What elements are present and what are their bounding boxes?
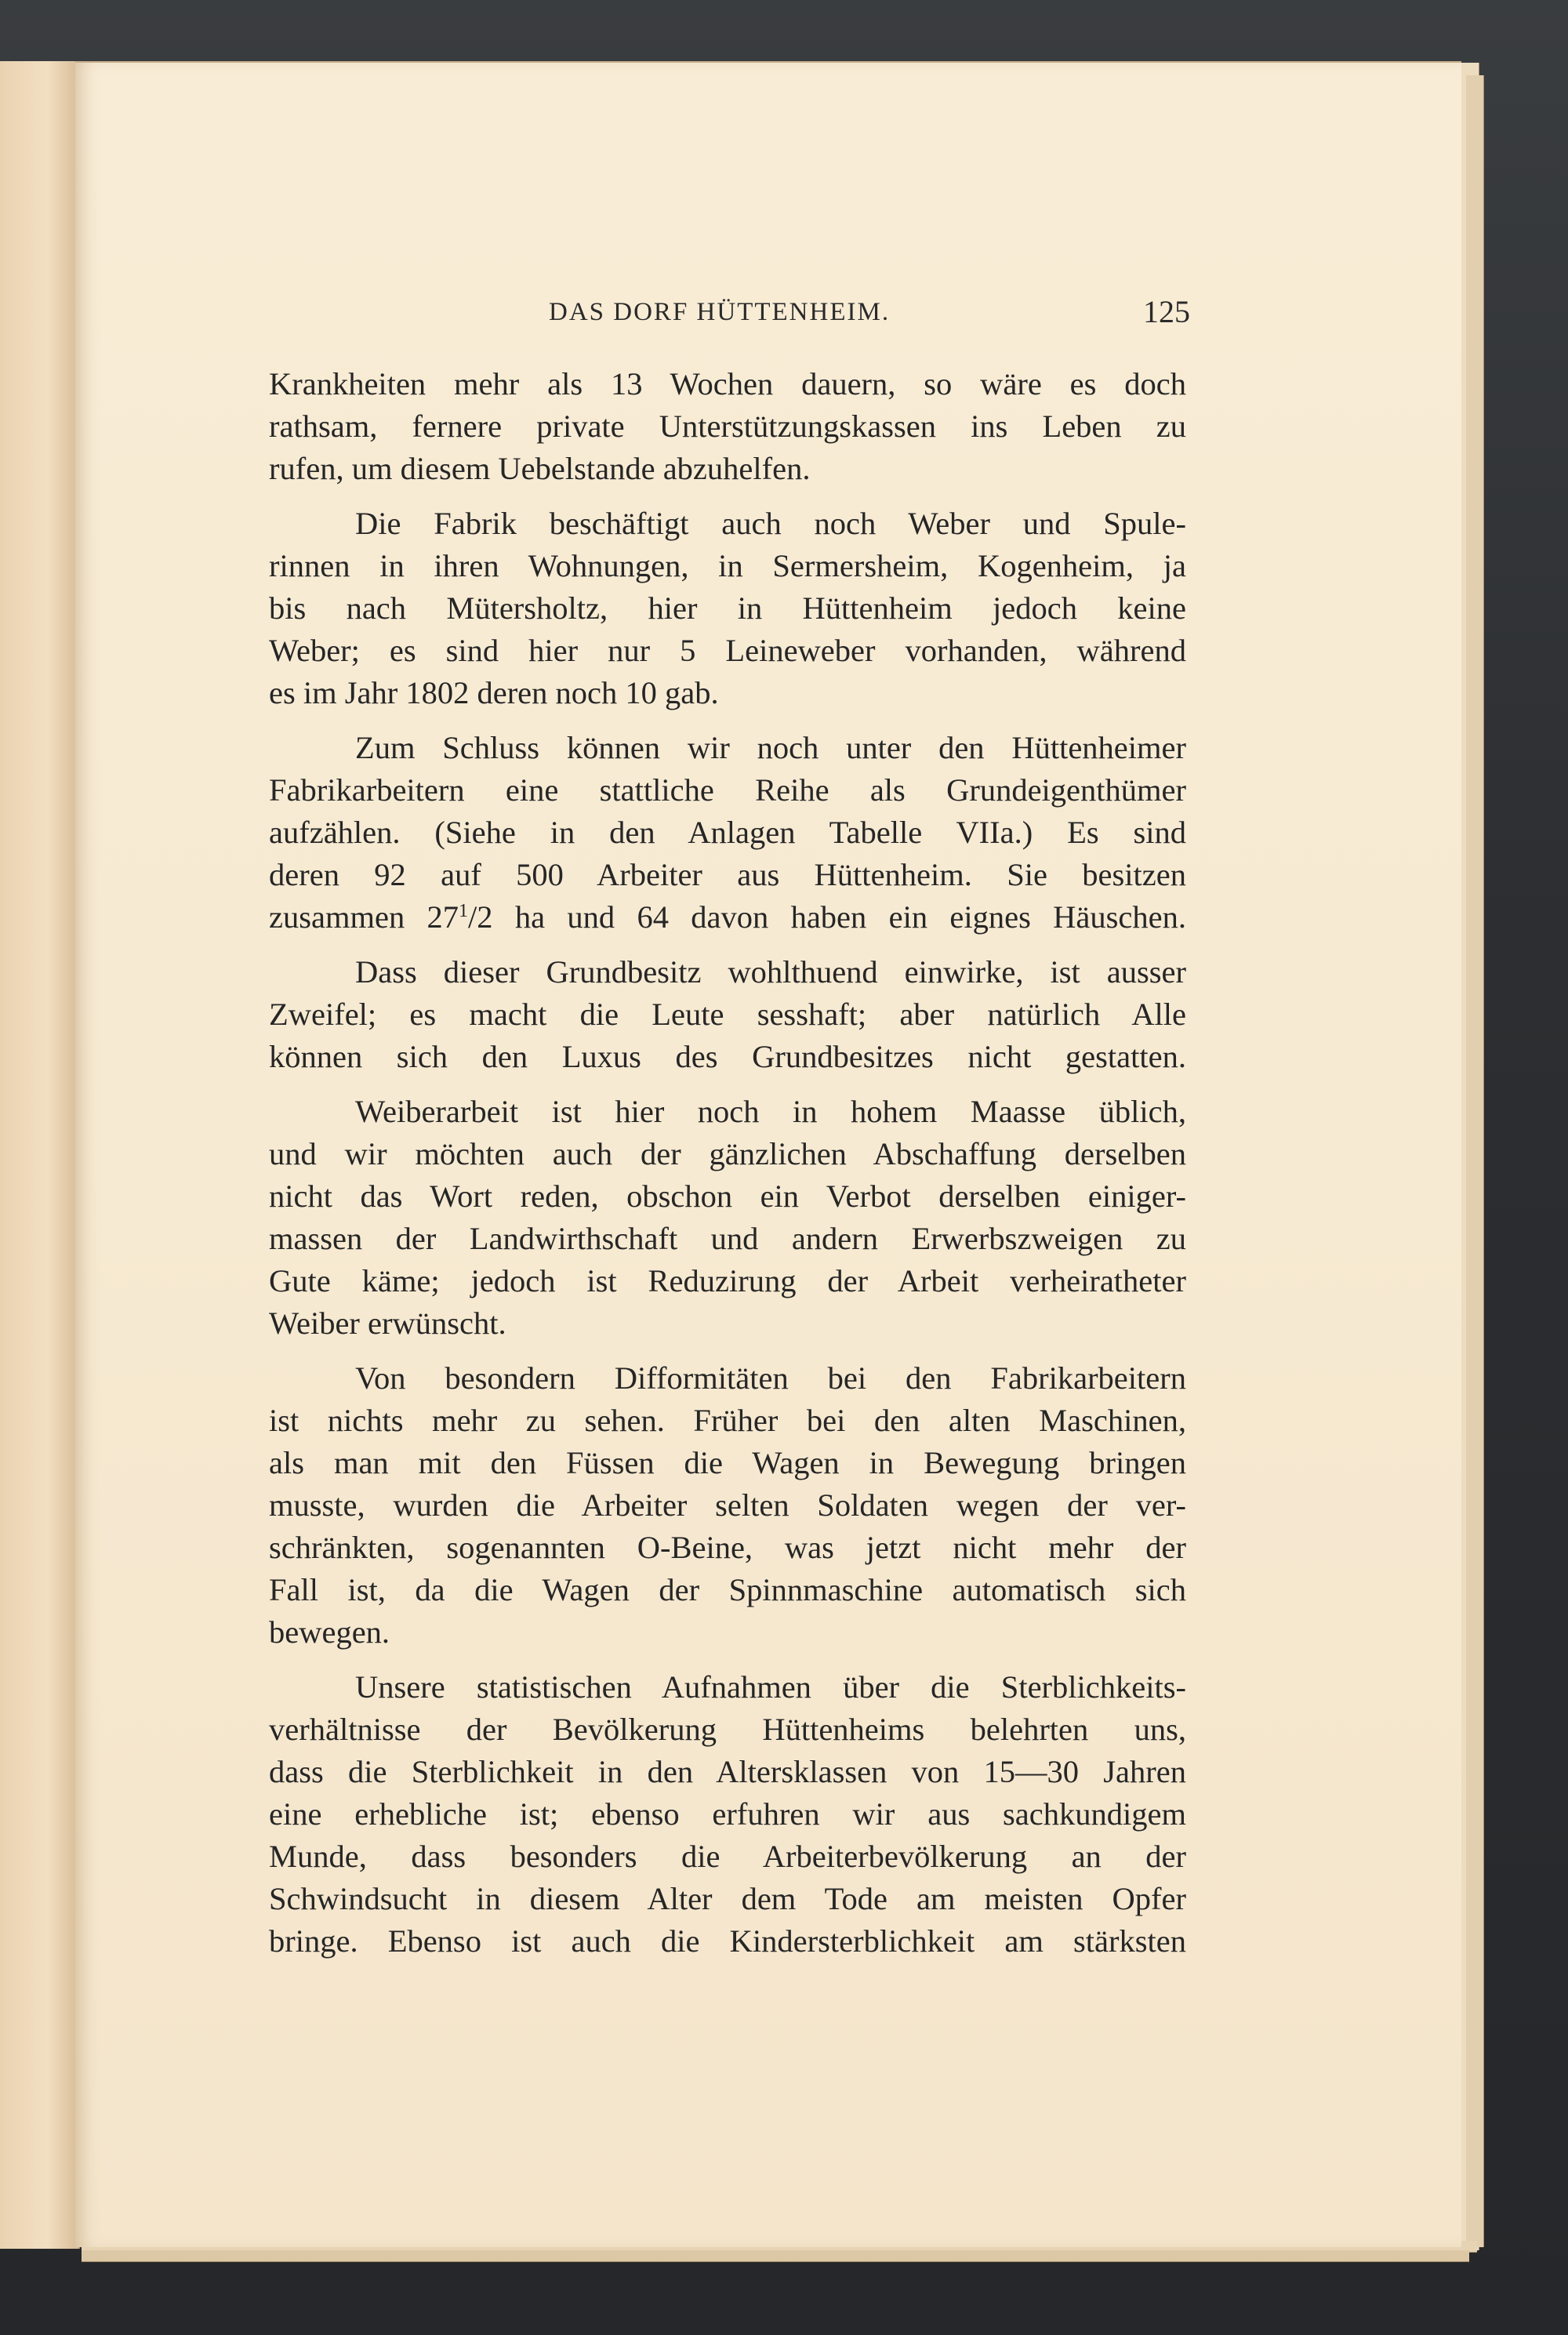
text-line: es im Jahr 1802 deren noch 10 gab. [269,675,719,710]
text-line: Weber; es sind hier nur 5 Leineweber vorhanden, während [269,633,1186,668]
text-line: Weiber erwünscht. [269,1305,506,1341]
text-line: und wir möchten auch der gänzlichen Abschaffung derselben [269,1136,1186,1171]
page-number: 125 [1143,294,1190,329]
body-text [269,363,1186,1975]
text-line: rufen, um diesem Uebelstande abzuhelfen. [269,451,811,486]
text-line: nicht das Wort reden, obschon ein Verbot derselben einiger- [269,1178,1186,1214]
paragraph [269,503,1186,714]
paragraph [269,727,1186,939]
text-line: Unsere statistischen Aufnahmen über die Sterblichkeits- [355,1669,1186,1705]
text-line: Von besondern Difformitäten bei den Fabrikarbeitern [355,1360,1186,1396]
text-line: Munde, dass besonders die Arbeiterbevölkerung an der [269,1839,1186,1874]
paragraph [269,1091,1186,1345]
page-edge-stack [1466,75,1484,2247]
text-line: Fall ist, da die Wagen der Spinnmaschine automatisch sich [269,1572,1186,1607]
text-line: aufzählen. (Siehe in den Anlagen Tabelle VIIa.) Es sind [269,815,1186,850]
text-line: ist nichts mehr zu sehen. Früher bei den alten Maschinen, [269,1403,1186,1438]
text-line: bewegen. [269,1614,390,1650]
text-line: massen der Landwirthschaft und andern Erwerbszweigen zu [269,1221,1186,1256]
text-line [269,896,1186,939]
text-line: Weiberarbeit ist hier noch in hohem Maasse üblich, [355,1094,1186,1129]
paragraph [269,363,1186,490]
text-line: Fabrikarbeitern eine stattliche Reihe als Grundeigenthümer [269,772,1186,808]
text-line: verhältnisse der Bevölkerung Hüttenheims belehrten uns, [269,1712,1186,1747]
text-fragment: /2 ha und 64 davon haben ein eignes Häuschen. [468,899,1186,935]
text-line: bis nach Mütersholtz, hier in Hüttenheim jedoch keine [269,590,1186,626]
text-line: musste, wurden die Arbeiter selten Soldaten wegen der ver- [269,1487,1186,1523]
text-fragment: zusammen 27 [269,899,459,935]
text-line: können sich den Luxus des Grundbesitzes nicht gestatten. [269,1039,1186,1074]
text-line: schränkten, sogenannten O-Beine, was jetzt nicht mehr der [269,1530,1186,1565]
text-line: Zweifel; es macht die Leute sesshaft; aber natürlich Alle [269,997,1186,1032]
facing-page-edge [0,61,80,2249]
text-line: Gute käme; jedoch ist Reduzirung der Arbeit verheiratheter [269,1263,1186,1298]
text-line: Die Fabrik beschäftigt auch noch Weber und Spule- [355,506,1186,541]
text-line: eine erhebliche ist; ebenso erfuhren wir aus sachkundigem [269,1796,1186,1832]
text-line: Schwindsucht in diesem Alter dem Tode am meisten Opfer [269,1881,1186,1916]
text-line: Zum Schluss können wir noch unter den Hüttenheimer [355,730,1186,765]
text-line: als man mit den Füssen die Wagen in Bewegung bringen [269,1445,1186,1480]
running-head: DAS DORF HÜTTENHEIM. [549,298,891,326]
text-line: rathsam, fernere private Unterstützungskassen ins Leben zu [269,409,1186,444]
bottom-page-edge [82,2250,1469,2262]
paragraph [269,1357,1186,1654]
text-line: Dass dieser Grundbesitz wohlthuend einwirke, ist ausser [355,954,1186,990]
text-line: rinnen in ihren Wohnungen, in Sermersheim, Kogenheim, ja [269,548,1186,583]
text-line: deren 92 auf 500 Arbeiter aus Hüttenheim. Sie besitzen [269,857,1186,892]
paragraph [269,1666,1186,1963]
text-line: bringe. Ebenso ist auch die Kindersterblichkeit am stärksten [269,1923,1186,1959]
text-line: Krankheiten mehr als 13 Wochen dauern, so wäre es doch [269,366,1186,401]
fraction-numerator: 1 [459,901,469,921]
text-line: dass die Sterblichkeit in den Altersklassen von 15—30 Jahren [269,1754,1186,1789]
paragraph [269,951,1186,1078]
